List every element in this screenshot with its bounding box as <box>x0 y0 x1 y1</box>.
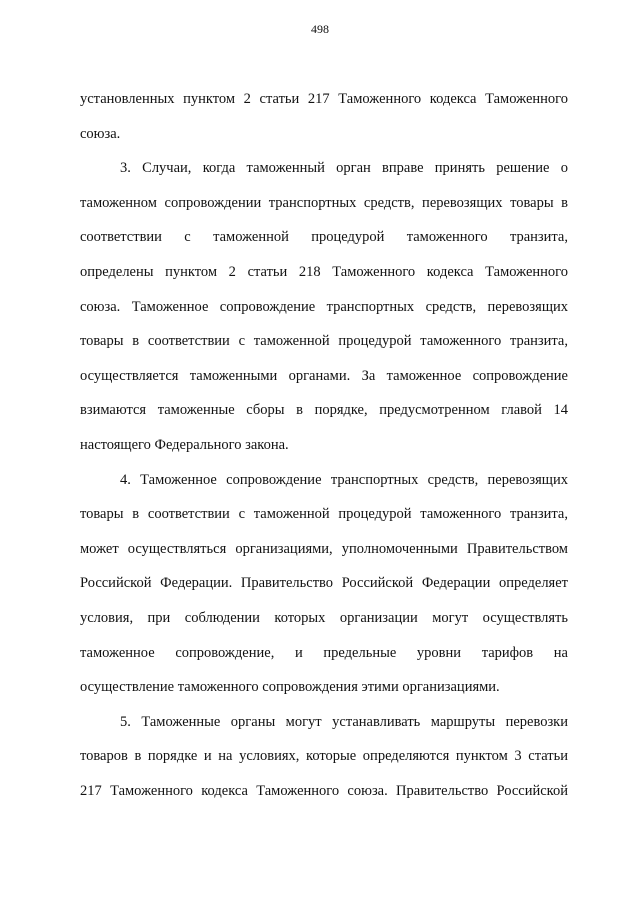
page-number: 498 <box>311 22 329 36</box>
text-line: определены пунктом 2 статьи 218 Таможенного кодекса Таможенного <box>80 263 568 280</box>
text-line: товары в соответствии с таможенной процедурой таможенного транзита, <box>80 333 568 350</box>
text-line: союза. Таможенное сопровождение транспортных средств, перевозящих <box>80 298 568 315</box>
text-line: таможенном сопровождении транспортных средств, перевозящих товары в <box>80 194 568 211</box>
text-line: соответствии с таможенной процедурой таможенного транзита, <box>80 229 568 246</box>
text-line: настоящего Федерального закона. <box>80 436 289 453</box>
text-line: осуществляется таможенными органами. За таможенное сопровождение <box>80 367 568 384</box>
text-line: 217 Таможенного кодекса Таможенного союза. Правительство Российской <box>80 782 568 799</box>
text-line: товаров в порядке и на условиях, которые определяются пунктом 3 статьи <box>80 748 568 765</box>
text-line: взимаются таможенные сборы в порядке, предусмотренном главой 14 <box>80 402 568 419</box>
text-line: товары в соответствии с таможенной процедурой таможенного транзита, <box>80 506 568 523</box>
text-line: союза. <box>80 125 121 142</box>
text-line: Российской Федерации. Правительство Российской Федерации определяет <box>80 575 568 592</box>
text-line: осуществление таможенного сопровождения этими организациями. <box>80 679 500 696</box>
text-line: 4. Таможенное сопровождение транспортных средств, перевозящих <box>120 471 568 488</box>
text-line: 3. Случаи, когда таможенный орган вправе принять решение о <box>120 160 568 177</box>
document-body <box>80 82 568 808</box>
text-line: может осуществляться организациями, уполномоченными Правительством <box>80 540 568 557</box>
text-line: таможенное сопровождение, и предельные уровни тарифов на <box>80 644 568 661</box>
text-line: установленных пунктом 2 статьи 217 Таможенного кодекса Таможенного <box>80 91 568 107</box>
text-line: 5. Таможенные органы могут устанавливать маршруты перевозки <box>120 713 568 730</box>
text-line: условия, при соблюдении которых организации могут осуществлять <box>80 609 568 626</box>
